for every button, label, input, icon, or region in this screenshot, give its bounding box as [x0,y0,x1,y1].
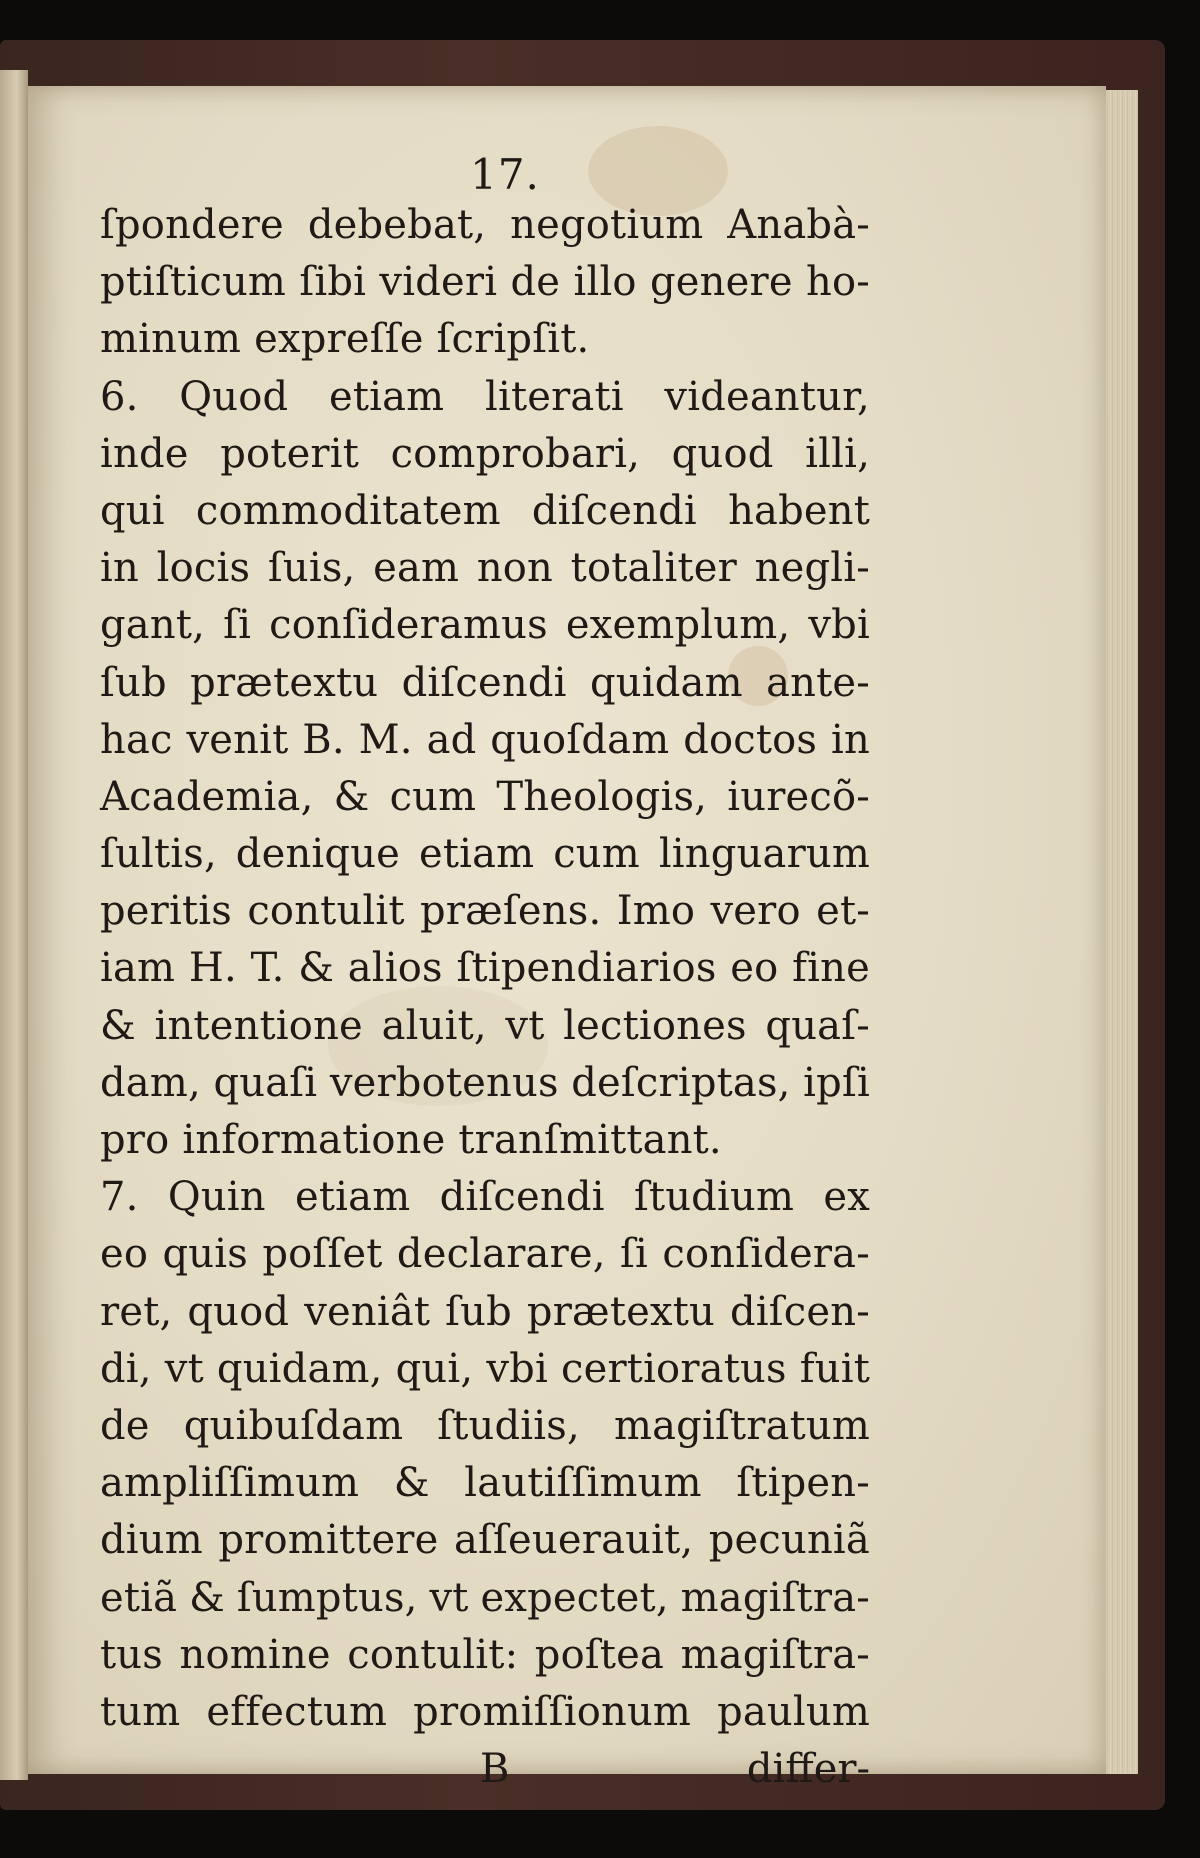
page-footer [100,1746,870,1804]
text-lines [100,202,870,1746]
text-line: gant, ſi conſideramus exemplum, vbi [100,602,870,649]
text-line: Academia, & cum Theologis, iurecõ- [100,773,870,820]
text-line: pro informatione tranſmittant. [100,1117,722,1163]
text-line: in locis ſuis, eam non totaliter negli- [100,545,870,592]
text-line: inde poterit comprobari, quod illi, [100,430,870,477]
text-line: ptiſticum ſibi videri de illo genere ho- [100,259,870,306]
signature-mark: B [480,1746,510,1793]
facing-page-edge [0,70,28,1780]
text-line: dam, quaſi verbotenus deſcriptas, ipſi [100,1059,870,1106]
page-text [100,148,870,1804]
text-line: qui commoditatem diſcendi habent [100,487,870,534]
text-line: tus nomine contulit: poſtea magiſtra- [100,1631,870,1678]
text-line: peritis contulit præſens. Imo vero et- [100,888,870,935]
text-line: eo quis poſſet declarare, ſi conſidera- [100,1231,870,1278]
text-line: de quibuſdam ſtudiis, magiſtratum [100,1402,870,1449]
text-line: ret, quod veniât ſub prætextu diſcen- [100,1288,870,1335]
text-line: iam H. T. & alios ſtipendiarios eo fine [100,945,870,992]
text-line: ſultis, denique etiam cum linguarum [100,831,870,878]
text-line: & intentione aluit, vt lectiones quaſ- [100,1002,870,1049]
text-line: ſpondere debebat, negotium Anabà- [100,202,870,248]
text-line: minum expreſſe ſcripſit. [100,316,590,363]
text-line: hac venit B. M. ad quoſdam doctos in [100,716,870,763]
catchword: differ- [746,1746,870,1793]
text-line: ampliſſimum & lautiſſimum ſtipen- [100,1460,870,1507]
text-line: tum effectum promiſſionum paulum [100,1688,870,1735]
text-line: 7. Quin etiam diſcendi ſtudium ex [100,1174,870,1221]
page-fore-edge [1104,90,1138,1774]
text-line: di, vt quidam, qui, vbi certioratus fuit [100,1345,870,1392]
page-number: 17. [470,150,540,199]
text-line: ſub prætextu diſcendi quidam ante- [100,659,870,706]
text-line: dium promittere aſſeuerauit, pecuniã [100,1517,870,1564]
text-line: 6. Quod etiam literati videantur, [100,373,870,420]
text-line: etiã & ſumptus, vt expectet, magiſtra- [100,1574,870,1621]
